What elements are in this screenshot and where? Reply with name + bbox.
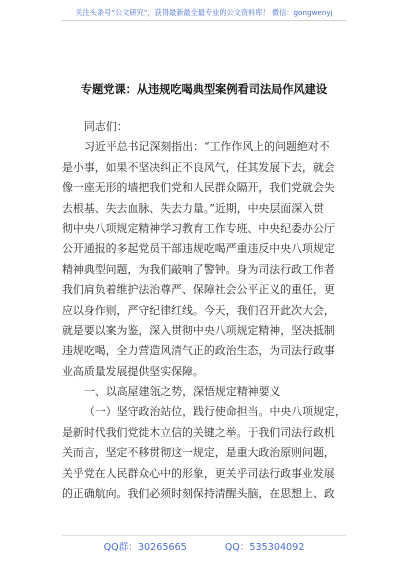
section-heading: 一、以高屋建瓴之势，深悟规定精神要义 bbox=[84, 385, 281, 399]
subsection-line: （一）坚守政治站位，践行使命担当。中央八项规定， bbox=[84, 405, 346, 419]
footer-contact bbox=[0, 539, 408, 553]
header-banner: 关注头条号“公文研究”，获得最新最全最专业的公文资料库！ 微信：gongwenyj bbox=[75, 8, 333, 17]
body-line: 关乎党在人民群众心中的形象，更关乎司法行政事业发展 bbox=[62, 466, 335, 480]
body-line: 像一座无形的墙把我们党和人民群众隔开，我们党就会失 bbox=[62, 181, 335, 195]
body-line: 彻中央八项规定精神学习教育工作专班、中央纪委办公厅 bbox=[62, 221, 335, 235]
body-line: 习近平总书记深刻指出：“工作作风上的问题绝对不 bbox=[84, 140, 330, 154]
footer-qq: QQ：535304092 bbox=[224, 542, 305, 553]
header-divider bbox=[62, 20, 346, 21]
document-body bbox=[62, 117, 348, 504]
document-title: 专题党课：从违规吃喝典型案例看司法局作风建设 bbox=[80, 82, 328, 96]
body-line: 业高质量发展提供坚实保障。 bbox=[62, 364, 204, 378]
body-line: 去根基、失去血脉、失去力量。”近期，中央层面深入贯 bbox=[62, 201, 324, 215]
body-line: 的正确航向。我们必须时刻保持清醒头脑，在思想上、政 bbox=[62, 487, 335, 501]
body-line: 公开通报的多起党员干部违规吃喝严重违反中央八项规定 bbox=[62, 242, 335, 256]
body-line: 是小事，如果不坚决纠正不良风气，任其发展下去，就会 bbox=[62, 160, 335, 174]
body-line: 就是要以案为鉴，深入贯彻中央八项规定精神，坚决抵制 bbox=[62, 323, 335, 337]
body-line: 关而言，坚定不移贯彻这一规定，是重大政治原则问题， bbox=[62, 446, 335, 460]
body-line: 违规吃喝，全力营造风清气正的政治生态，为司法行政事 bbox=[62, 344, 335, 358]
footer-divider bbox=[62, 535, 346, 536]
body-line: 精神典型问题，为我们敲响了警钟。身为司法行政工作者 bbox=[62, 262, 335, 276]
body-line: 应以身作则，严守纪律红线。今天，我们召开此次大会， bbox=[62, 303, 335, 317]
body-line: 我们肩负着维护法治尊严、保障社会公平正义的重任，更 bbox=[62, 283, 335, 297]
salutation-line: 同志们： bbox=[84, 120, 128, 133]
footer-qq-group: QQ群：30265665 bbox=[103, 542, 187, 553]
body-line: 是新时代我们党徙木立信的关键之举。于我们司法行政机 bbox=[62, 425, 335, 439]
